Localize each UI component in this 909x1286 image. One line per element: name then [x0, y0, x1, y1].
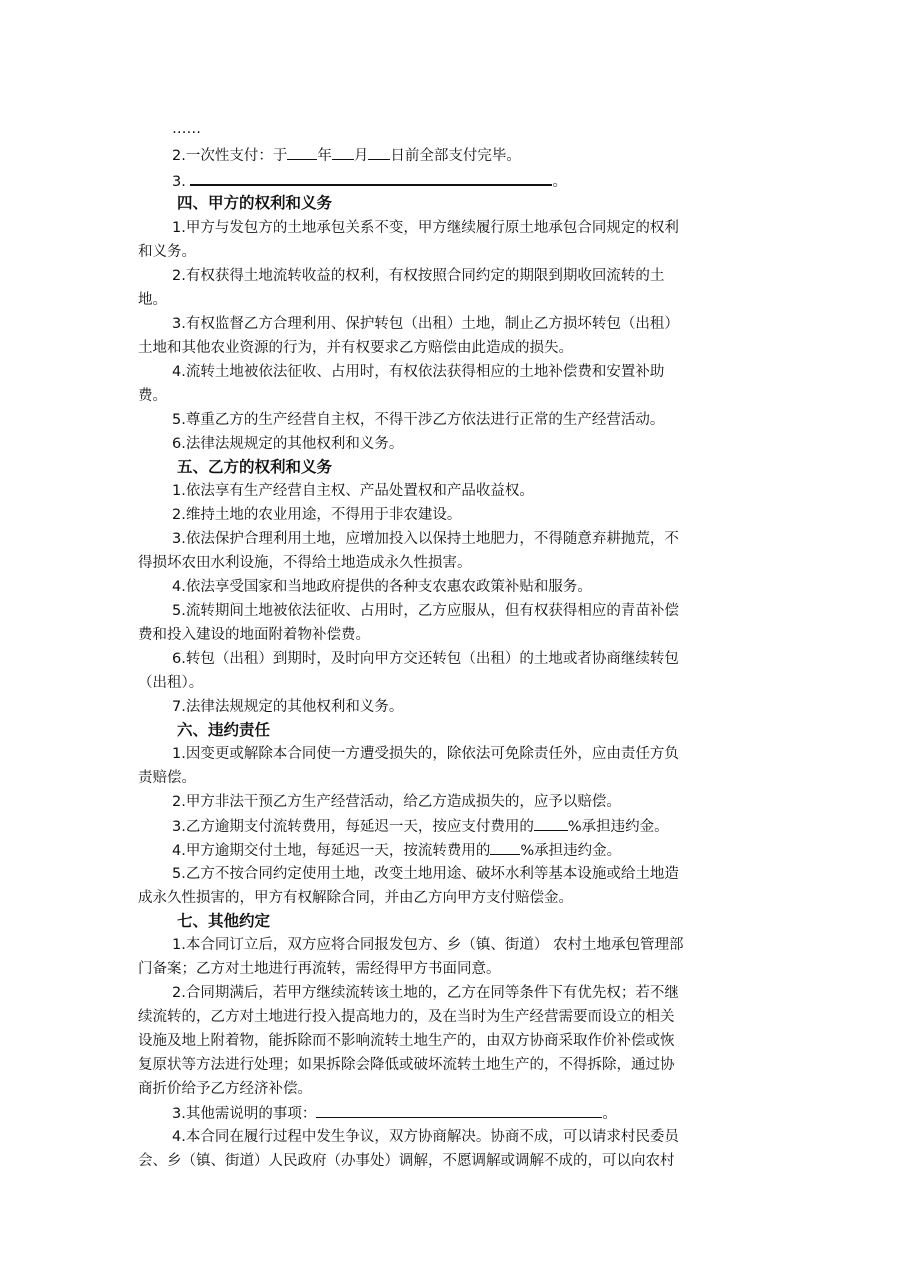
- section-7-heading: 七、其他约定: [177, 911, 271, 930]
- s4-line: 6.法律法规规定的其他权利和义务。: [172, 436, 404, 452]
- other-matters-blank[interactable]: [316, 1103, 602, 1118]
- s7-line: 复原状等方法进行处理；如果拆除会降低或破坏流转土地生产的，不得拆除，通过协: [138, 1057, 675, 1073]
- s5-line: 4.依法享受国家和当地政府提供的各种支农惠农政策补贴和服务。: [172, 579, 592, 595]
- s7-line: 2.合同期满后，若甲方继续流转该土地的，乙方在同等条件下有优先权；若不继: [172, 985, 679, 1001]
- s4-line: 2.有权获得土地流转收益的权利，有权按照合同约定的期限到期收回流转的土: [172, 268, 665, 284]
- payment-item-2: [172, 145, 521, 166]
- s6-line: 2.甲方非法干预乙方生产经营活动，给乙方造成损失的，应予以赔偿。: [172, 794, 621, 810]
- payment-item-3: [172, 170, 567, 192]
- s6-text: 3.乙方逾期支付流转费用，每延迟一天，按应支付费用的: [172, 819, 534, 835]
- s7-line: 续流转的，乙方对土地进行投入提高地力的，及在当时为生产经营需要而设立的相关: [138, 1009, 675, 1025]
- s5-line: 2.维持土地的农业用途，不得用于非农建设。: [172, 507, 462, 523]
- section-6-heading: 六、违约责任: [177, 720, 271, 739]
- s7-line: 会、乡（镇、街道）人民政府（办事处）调解，不愿调解或调解不成的，可以向农村: [138, 1153, 675, 1169]
- s4-line: 1.甲方与发包方的土地承包关系不变，甲方继续履行原土地承包合同规定的权利: [172, 220, 679, 236]
- month-blank[interactable]: [332, 145, 354, 160]
- s4-line: 地。: [138, 292, 167, 308]
- s4-line: 费。: [138, 388, 167, 404]
- s7-line: 设施及地上附着物，能拆除而不影响流转土地生产的，由双方协商采取作价补偿或恢: [138, 1033, 675, 1049]
- ellipsis: ……: [172, 121, 201, 137]
- s6-line: [172, 840, 621, 861]
- section-4-heading: 四、甲方的权利和义务: [177, 193, 333, 212]
- s5-line: 5.流转期间土地被依法征收、占用时，乙方应服从，但有权获得相应的青苗补偿: [172, 603, 679, 619]
- day-blank[interactable]: [368, 145, 390, 160]
- s5-line: 6.转包（出租）到期时，及时向甲方交还转包（出租）的土地或者协商继续转包: [172, 651, 679, 667]
- month-label: 月: [353, 148, 369, 164]
- penalty-rate-blank[interactable]: [490, 840, 520, 855]
- s5-line: 7.法律法规规定的其他权利和义务。: [172, 699, 404, 715]
- s6-line: 责赔偿。: [138, 770, 196, 786]
- s4-line: 4.流转土地被依法征收、占用时，有权依法获得相应的土地补偿费和安置补助: [172, 364, 665, 380]
- s5-line: 3.依法保护合理利用土地，应增加投入以保持土地肥力，不得随意弃耕抛荒，不: [172, 531, 679, 547]
- s5-line: 费和投入建设的地面附着物补偿费。: [138, 627, 370, 643]
- s6-line: 1.因变更或解除本合同使一方遭受损失的，除依法可免除责任外，应由责任方负: [172, 746, 679, 762]
- s4-line: 3.有权监督乙方合理利用、保护转包（出租）土地，制止乙方损坏转包（出租）: [172, 316, 679, 332]
- s7-line: 1.本合同订立后，双方应将合同报发包方、乡（镇、街道） 农村土地承包管理部: [172, 937, 684, 953]
- item3-number: 3.: [172, 174, 186, 190]
- s6-text: 4.甲方逾期交付土地，每延迟一天，按流转费用的: [172, 843, 491, 859]
- s4-line: 和义务。: [138, 244, 196, 260]
- item3-blank[interactable]: [190, 170, 552, 186]
- year-blank[interactable]: [287, 145, 317, 160]
- penalty-rate-blank[interactable]: [534, 816, 568, 831]
- s4-line: 5.尊重乙方的生产经营自主权，不得干涉乙方依法进行正常的生产经营活动。: [172, 412, 665, 428]
- year-label: 年: [317, 148, 332, 164]
- s6-text: %承担违约金。: [520, 843, 622, 859]
- s6-text: %承担违约金。: [567, 819, 669, 835]
- s6-line: 成永久性损害的，甲方有权解除合同，并由乙方向甲方支付赔偿金。: [138, 890, 573, 906]
- item3-end: 。: [552, 174, 567, 190]
- payment-text: 2.一次性支付：于: [172, 148, 288, 164]
- s7-text: 。: [602, 1106, 617, 1122]
- s5-line: （出租）。: [138, 675, 204, 691]
- section-5-heading: 五、乙方的权利和义务: [177, 457, 333, 476]
- s7-text: 3.其他需说明的事项：: [172, 1106, 317, 1122]
- s7-line: [172, 1103, 617, 1124]
- s4-line: 土地和其他农业资源的行为，并有权要求乙方赔偿由此造成的损失。: [138, 340, 573, 356]
- s6-line: 5.乙方不按合同约定使用土地，改变土地用途、破坏水利等基本设施或给土地造: [172, 866, 679, 882]
- s7-line: 商折价给予乙方经济补偿。: [138, 1081, 312, 1097]
- s5-line: 得损坏农田水利设施，不得给土地造成永久性损害。: [138, 555, 472, 571]
- day-label: 日前全部支付完毕。: [390, 148, 521, 164]
- s7-line: 4.本合同在履行过程中发生争议，双方协商解决。协商不成，可以请求村民委员: [172, 1129, 679, 1145]
- s5-line: 1.依法享有生产经营自主权、产品处置权和产品收益权。: [172, 483, 534, 499]
- s7-line: 门备案；乙方对土地进行再流转，需经得甲方书面同意。: [138, 961, 501, 977]
- s6-line: [172, 816, 669, 837]
